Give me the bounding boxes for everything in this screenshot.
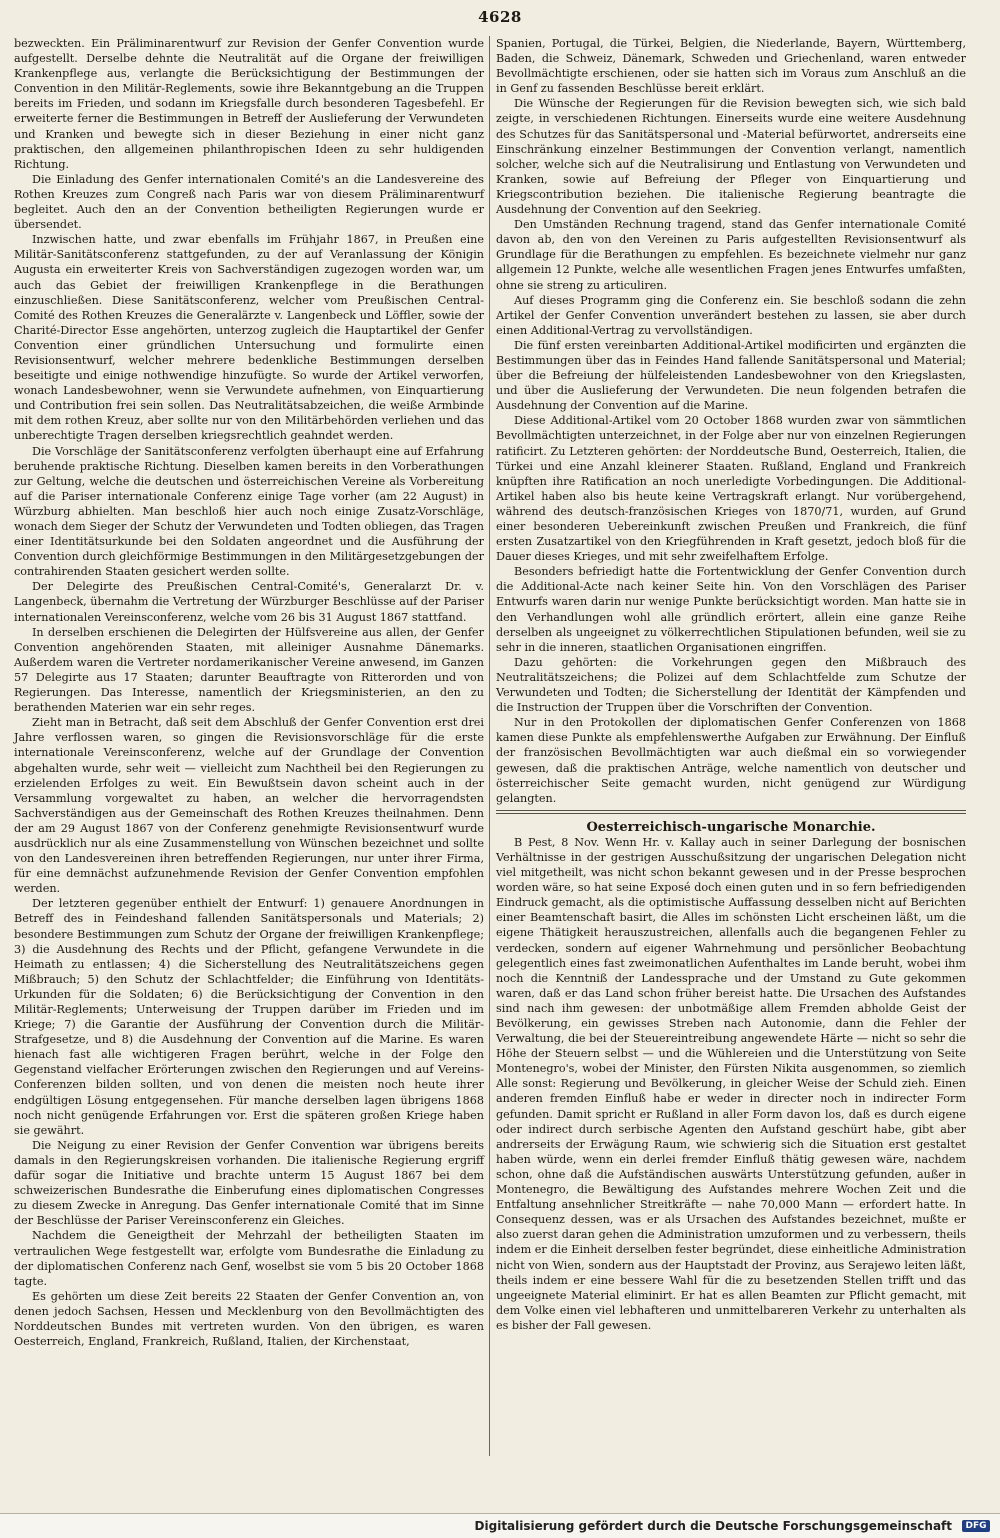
paragraph: Zieht man in Betracht, daß seit dem Abschluß der Genfer Convention erst drei Jahre verflossen waren, so gingen die Revisionsvorschläge für die erste internationale Vereinsconferenz, welche auf der Grundlage der Convention abgehalten wurde, sehr weit — vielleicht zum Nachtheil bei den Regierungen zu erzielenden Erfolges zu weit. Ein Bewußtsein davon scheint auch in der Versammlung vorgewaltet zu haben, an welcher die hervorragendsten Sachverständigen aus der Gemeinschaft des Rothen Kreuzes theilnahmen. Denn der am 29 August 1867 von der Conferenz genehmigte Revisionsentwurf wurde ausdrücklich nur als eine Zusammenstellung von Wünschen bezeichnet und sollte von den Landesvereinen ihren betreffenden Regierungen, nur unter ihrer Firma, für eine demnächst aufzunehmende Revision der Genfer Convention empfohlen werden. xyxy=(14,716,484,896)
paragraph: Der Delegirte des Preußischen Central-Comité's, Generalarzt Dr. v. Langenbeck, übernahm die Vertretung der Würzburger Beschlüsse auf der Pariser internationalen Vereinsconferenz, welche vom 26 bis 31 August 1867 stattfand. xyxy=(14,580,484,624)
paragraph: Spanien, Portugal, die Türkei, Belgien, die Niederlande, Bayern, Württemberg, Baden, die Schweiz, Dänemark, Schweden und Griechenland, waren entweder Bevollmächtigte erschienen, oder sie hatten sich im Voraus zum Anschluß an die in Genf zu fassenden Beschlüsse bereit erklärt. xyxy=(496,37,966,96)
section-divider xyxy=(496,810,966,814)
paragraph: Besonders befriedigt hatte die Fortentwicklung der Genfer Convention durch die Additional-Acte nach keiner Seite hin. Von den Vorschlägen des Pariser Entwurfs waren darin nur wenige Punkte berücksichtigt worden. Man hatte sie in den Verhandlungen wohl alle gründlich erörtert, allein eine ganze Reihe derselben als ungeeignet zu völkerrechtlichen Stipulationen befunden, weil sie zu sehr in die inneren, staatlichen Organisationen eingriffen. xyxy=(496,565,966,654)
paragraph: Der letzteren gegenüber enthielt der Entwurf: 1) genauere Anordnungen in Betreff des in Feindeshand fallenden Sanitätspersonals und Materials; 2) besondere Bestimmungen zum Schutz der Organe der freiwilligen Krankenpflege; 3) die Ausdehnung des Rechts und der Pflicht, gefangene Verwundete in die Heimath zu entlassen; 4) die Sicherstellung des Neutralitätszeichens gegen Mißbrauch; 5) den Schutz der Schlachtfelder; die Einführung von Identitäts-Urkunden für die Soldaten; 6) die Berücksichtigung der Convention in den Militär-Reglements; Unterweisung der Truppen darüber im Frieden und im Kriege; 7) die Garantie der Ausführung der Convention durch die Militär-Strafgesetze, und 8) die Ausdehnung der Convention auf die Marine. Es waren hienach fast alle wichtigeren Fragen berührt, welche in der Folge den Gegenstand vielfacher Erörterungen zwischen den Regierungen und auf Vereins-Conferenzen bilden sollten, und von denen die meisten noch heute ihrer endgültigen Lösung entgegensehen. Für manche derselben lagen übrigens 1868 noch nicht genügende Erfahrungen vor. Erst die späteren großen Kriege haben sie gewährt. xyxy=(14,897,484,1137)
paragraph: Dazu gehörten: die Vorkehrungen gegen den Mißbrauch des Neutralitätszeichens; die Polizei auf dem Schlachtfelde zum Schutze der Verwundeten und Todten; die Sicherstellung der Identität der Kämpfenden und die Instruction der Truppen über die Vorschriften der Convention. xyxy=(496,655,966,715)
paragraph: Auf dieses Programm ging die Conferenz ein. Sie beschloß sodann die zehn Artikel der Genfer Convention unverändert bestehen zu lassen, sie aber durch einen Additional-Vertrag zu vervollständigen. xyxy=(496,293,966,337)
paragraph: Inzwischen hatte, und zwar ebenfalls im Frühjahr 1867, in Preußen eine Militär-Sanitätsconferenz stattgefunden, zu der auf Veranlassung der Königin Augusta ein erweiterter Kreis von Sachverständigen zugezogen worden war, um auch das Gebiet der freiwilligen Krankenpflege in die Berathungen einzuschließen. Diese Sanitätsconferenz, welcher vom Preußischen Central-Comité des Rothen Kreuzes die Generalärzte v. Langenbeck und Löffler, sowie der Charité-Director Esse angehörten, unterzog zugleich die Hauptartikel der Genfer Convention einer gründlichen Untersuchung und formulirte einen Revisionsentwurf, welcher mehrere bedenkliche Bestimmungen derselben beseitigte und einige nothwendige hinzufügte. So wurde der Artikel verworfen, wonach Landesbewohner, wenn sie Verwundete aufnehmen, von Einquartierung und Contribution frei sein sollen. Das Neutralitätsabzeichen, die weiße Armbinde mit dem rothen Kreuz, aber sollte nur von den Militärbehörden verliehen und das unberechtigte Tragen derselben kriegsrechtlich geahndet werden. xyxy=(14,233,484,443)
paragraph: bezweckten. Ein Präliminarentwurf zur Revision der Genfer Convention wurde aufgestellt. Derselbe dehnte die Neutralität auf die Organe der freiwilligen Krankenpflege aus, verlangte die Berücksichtigung der Bestimmungen der Convention in den Militär-Reglements, sowie ihre Bekanntgebung an die Truppen bereits im Frieden, und sodann im Kriegsfalle durch besonderen Tagesbefehl. Er erweiterte ferner die Bestimmungen in Betreff der Auslieferung der Verwundeten und Kranken und bewegte sich in dieser Beziehung in einer nicht ganz praktischen, den allgemeinen philanthropischen Ideen zu sehr huldigenden Richtung. xyxy=(14,37,484,171)
paragraph: B Pest, 8 Nov. Wenn Hr. v. Kallay auch in seiner Darlegung der bosnischen Verhältnisse in der gestrigen Ausschußsitzung der ungarischen Delegation nicht viel mitgetheilt, was nicht schon bekannt gewesen und in der Presse besprochen worden wäre, so hat seine Exposé doch einen guten und in so fern befriedigenden Eindruck gemacht, als die optimistische Auffassung desselben nicht auf Berichten einer Beamtenschaft basirt, die Alles im schönsten Licht erscheinen läßt, um die eigene Thätigkeit herauszustreichen, allenfalls auch die begangenen Fehler zu verdecken, sondern auf eigener Wahrnehmung und persönlicher Beobachtung gelegentlich eines fast zweimonatlichen Aufenthaltes im Lande beruht, wobei ihm noch die Kenntniß der Landessprache und der Umstand zu Gute gekommen waren, daß er das Land schon früher bereist hatte. Die Ursachen des Aufstandes sind nach ihm gewesen: der unbotmäßige allem Fremden abholde Geist der Bevölkerung, ein gewisses Streben nach Autonomie, dann die Fehler der Verwaltung, die bei der Steuereintreibung angewendete Härte — nicht so sehr die Höhe der Steuern selbst — und die Wühlereien und die Unterstützung von Seite Montenegro's, wobei der Minister, den Fürsten Nikita ausgenommen, so ziemlich Alle sonst: Regierung und Bevölkerung, in gleicher Weise der Schuld zieh. Einen anderen fremden Einfluß habe er weder in directer noch in indirecter Form gefunden. Damit spricht er Rußland in aller Form davon los, daß es durch eigene oder indirect durch serbische Agenten den Aufstand geschürt habe, gibt aber andrerseits der Erwägung Raum, wie schwierig sich die Situation erst gestaltet haben würde, wenn ein derlei fremder Einfluß thätig gewesen wäre, nachdem schon, ohne daß die Aufständischen auswärts Unterstützung gefunden, außer in Montenegro, die Bewältigung des Aufstandes mehrere Wochen Zeit und die Entfaltung ansehnlicher Streitkräfte — nahe 70,000 Mann — erfordert hatte. In Consequenz dessen, was er als Ursachen des Aufstandes bezeichnet, mußte er also zuerst daran gehen die Administration umzuformen und zu verbessern, theils indem er die Einheit derselben fester begründet, diese einheitliche Administration nicht von Wien, sondern aus der Hauptstadt der Provinz, aus Serajewo leiten läßt, theils indem er eine bessere Wahl für die zu besetzenden Stellen trifft und das ungeeignete Material eliminirt. Er hat es allen Beamten zur Pflicht gemacht, mit dem Volke einen viel lebhafteren und unmittelbareren Verkehr zu unterhalten als es bisher der Fall gewesen. xyxy=(496,835,966,1332)
paragraph: Nur in den Protokollen der diplomatischen Genfer Conferenzen von 1868 kamen diese Punkte als empfehlenswerthe Aufgaben zur Erwähnung. Der Einfluß der französischen Bevollmächtigten war auch dießmal ein so vorwiegender gewesen, daß die praktischen Anträge, welche namentlich von deutscher und österreichischer Seite gemacht wurden, nicht genügend zur Würdigung gelangten. xyxy=(496,716,966,805)
paragraph: Die Vorschläge der Sanitätsconferenz verfolgten überhaupt eine auf Erfahrung beruhende praktische Richtung. Dieselben kamen bereits in den Vorberathungen zur Geltung, welche die deutschen und österreichischen Vereine als Vorbereitung auf die Pariser internationale Conferenz einige Tage vorher (am 22 August) in Würzburg abhielten. Man beschloß hier auch noch einige Zusatz-Vorschläge, wonach dem Sieger der Schutz der Verwundeten und Todten obliegen, das Tragen einer Identitätsurkunde bei den Soldaten angeordnet und die Ausführung der Convention durch gleichförmige Bestimmungen in den Militärgesetzgebungen der contrahirenden Staaten gesichert werden sollte. xyxy=(14,444,484,579)
footer-credit: Digitalisierung gefördert durch die Deutsche Forschungsgemeinschaft xyxy=(474,1519,952,1533)
dfg-logo xyxy=(958,1517,994,1534)
paragraph: Die Wünsche der Regierungen für die Revision bewegten sich, wie sich bald zeigte, in verschiedenen Richtungen. Einerseits wurde eine weitere Ausdehnung des Schutzes für das Sanitätspersonal und -Material befürwortet, andrerseits eine Einschränkung einzelner Bestimmungen der Convention verlangt, namentlich solcher, welche sich auf die Neutralisirung und Entlastung von Verwundeten und Kranken, sowie auf Befreiung der Pfleger von Einquartierung und Kriegscontribution beziehen. Die italienische Regierung beantragte die Ausdehnung der Convention auf den Seekrieg. xyxy=(496,97,966,217)
page-number: 4628 xyxy=(478,8,522,26)
column-divider xyxy=(489,36,490,1456)
paragraph: Die Einladung des Genfer internationalen Comité's an die Landesvereine des Rothen Kreuzes zum Congreß nach Paris war von diesem Präliminarentwurf begleitet. Auch den an der Convention betheiligten Regierungen wurde er übersendet. xyxy=(14,172,484,232)
left-column xyxy=(14,36,484,1349)
paragraph: Diese Additional-Artikel vom 20 October 1868 wurden zwar von sämmtlichen Bevollmächtigten unterzeichnet, in der Folge aber nur von einzelnen Regierungen ratificirt. Zu Letzteren gehörten: der Norddeutsche Bund, Oesterreich, Italien, die Türkei und eine Anzahl kleinerer Staaten. Rußland, England und Frankreich knüpften ihre Ratification an noch unerledigte Vorbedingungen. Die Additional-Artikel haben also bis heute keine Vertragskraft erlangt. Nur vorübergehend, während des deutsch-französischen Krieges von 1870/71, wurden, auf Grund einer besonderen Uebereinkunft zwischen Preußen und Frankreich, die fünf ersten Zusatzartikel von den Kriegführenden in Kraft gesetzt, jedoch bloß für die Dauer dieses Krieges, und mit sehr zweifelhaftem Erfolge. xyxy=(496,414,966,564)
paragraph: Nachdem die Geneigtheit der Mehrzahl der betheiligten Staaten im vertraulichen Wege festgestellt war, erfolgte vom Bundesrathe die Einladung zu der diplomatischen Conferenz nach Genf, woselbst sie vom 5 bis 20 October 1868 tagte. xyxy=(14,1229,484,1288)
paragraph: Die Neigung zu einer Revision der Genfer Convention war übrigens bereits damals in den Regierungskreisen vorhanden. Die italienische Regierung ergriff dafür sogar die Initiative und brachte unterm 15 August 1867 bei dem schweizerischen Bundesrathe die Einberufung eines diplomatischen Congresses zu diesem Zwecke in Anregung. Das Genfer internationale Comité that im Sinne der Beschlüsse der Pariser Vereinsconferenz ein Gleiches. xyxy=(14,1138,484,1228)
section-heading: Oesterreichisch-ungarische Monarchie. xyxy=(586,819,876,835)
dfg-logo-text: DFG xyxy=(962,1520,989,1532)
paragraph: In derselben erschienen die Delegirten der Hülfsvereine aus allen, der Genfer Convention angehörenden Staaten, mit alleiniger Ausnahme Dänemarks. Außerdem waren die Vertreter nordamerikanischer Vereine anwesend, im Ganzen 57 Delegirte aus 17 Staaten; darunter Beauftragte von Ritterorden und von Regierungen. Das Interesse, namentlich der Kriegsministerien, an den zu berathenden Materien war ein sehr reges. xyxy=(14,625,484,715)
paragraph: Die fünf ersten vereinbarten Additional-Artikel modificirten und ergänzten die Bestimmungen über das in Feindes Hand fallende Sanitätspersonal und Material; über die Befreiung der hülfeleistenden Landesbewohner von den Kriegslasten, und über die Auslieferung der Verwundeten. Die neun folgenden betrafen die Ausdehnung der Convention auf die Marine. xyxy=(496,338,966,413)
paragraph: Es gehörten um diese Zeit bereits 22 Staaten der Genfer Convention an, von denen jedoch Sachsen, Hessen und Mecklenburg von den Bevollmächtigten des Norddeutschen Bundes mit vertreten wurden. Von den übrigen, es waren Oesterreich, England, Frankreich, Rußland, Italien, der Kirchenstaat, xyxy=(14,1289,484,1349)
digitization-footer xyxy=(0,1513,1000,1538)
right-column xyxy=(496,36,966,1333)
paragraph: Den Umständen Rechnung tragend, stand das Genfer internationale Comité davon ab, den von den Vereinen zu Paris aufgestellten Revisionsentwurf als Grundlage für die Berathungen zu empfehlen. Es bezeichnete vielmehr nur ganz allgemein 12 Punkte, welche alle wesentlichen Fragen jenes Entwurfes umfaßten, ohne sie streng zu articuliren. xyxy=(496,218,966,292)
